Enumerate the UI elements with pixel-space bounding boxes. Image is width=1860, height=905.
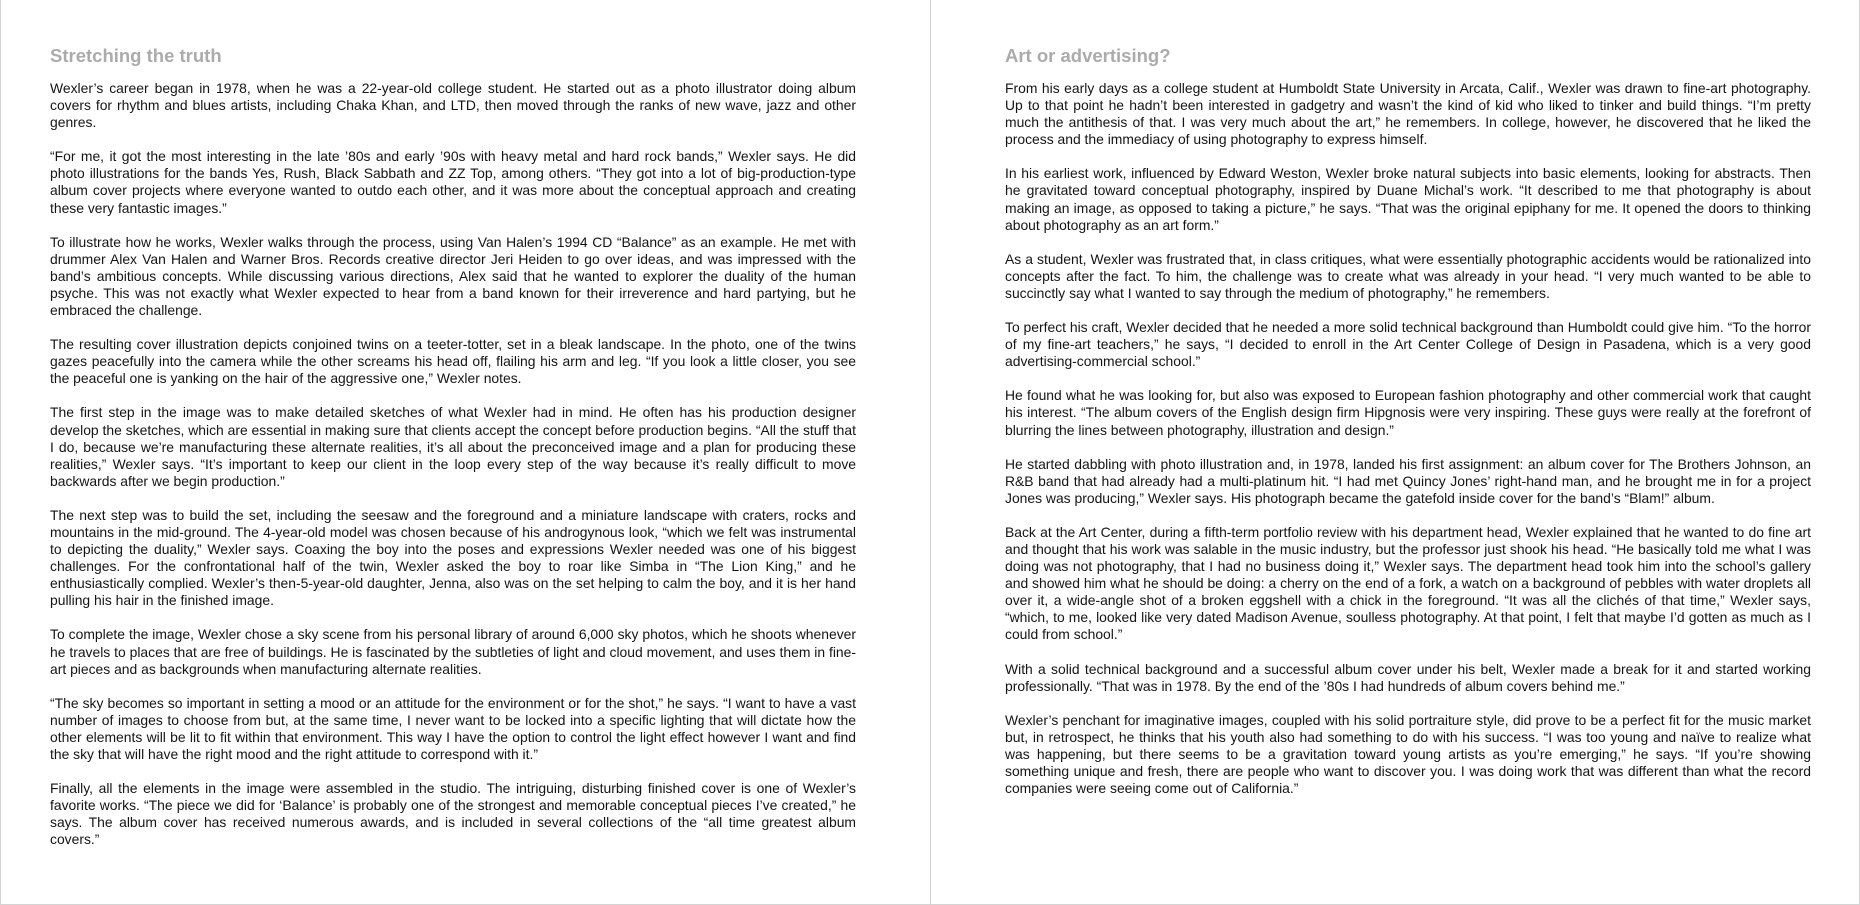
left-paragraph-7: To complete the image, Wexler chose a sky scene from his personal library of around 6,000 sky photos, which he shoots whenever he travels to places that are free of buildings. He is fascinated by the subtleties of light and cloud movement, and uses them in fine-art pieces and as backgrounds when manufacturing alternate realities. [50, 626, 856, 677]
left-paragraph-3: To illustrate how he works, Wexler walks through the process, using Van Halen’s 1994 CD “Balance” as an example. He met with drummer Alex Van Halen and Warner Bros. Records creative director Jeri Heiden to go over ideas, and was impressed with the band’s ambitious concepts. While discussing various directions, Alex said that he wanted to explorer the duality of the human psyche. This was not exactly what Wexler expected to hear from a band known for their irreverence and hard partying, but he embraced the challenge. [50, 233, 856, 319]
right-paragraph-4: To perfect his craft, Wexler decided that he needed a more solid technical background than Humboldt could give him. “To the horror of my fine-art teachers,” he says, “I decided to enroll in the Art Center College of Design in Pasadena, which is a very good advertising-commercial school.” [1005, 319, 1811, 370]
right-paragraph-6: He started dabbling with photo illustration and, in 1978, landed his first assignment: an album cover for The Brothers Johnson, an R&B band that had already had a multi-platinum hit. “I had met Quincy Jones’ right-hand man, and he brought me in for a project Jones was producing,” Wexler says. His photograph became the gatefold inside cover for the band’s “Blam!” album. [1005, 455, 1811, 506]
left-paragraph-5: The first step in the image was to make detailed sketches of what Wexler had in mind. He often has his production designer develop the sketches, which are essential in making sure that clients accept the concept before production begins. “All the stuff that I do, because we’re manufacturing these alternate realities, it’s all about the preconceived image and a plan for producing these realities,” Wexler says. “It’s important to keep our client in the loop every step of the way because it’s really difficult to move backwards after we begin production.” [50, 404, 856, 489]
right-page-heading: Art or advertising? [1005, 45, 1171, 66]
right-paragraph-7: Back at the Art Center, during a fifth-term portfolio review with his department head, Wexler explained that he wanted to do fine art and thought that his work was salable in the music industry, but the professor just shook his head. “He basically told me what I was doing was not photography, that I had no business doing it,” Wexler says. The department head took him into the school’s gallery and showed him what he should be doing: a cherry on the end of a fork, a watch on a background of pebbles with water droplets all over it, a wide-angle shot of a broken eggshell with a chick in the foreground. “It was all the clichés of that time,” Wexler says, “which, to me, looked like very dated Madison Avenue, soulless photography. At that point, I felt that maybe I’d gotten as much as I could from school.” [1005, 523, 1811, 643]
left-paragraph-9: Finally, all the elements in the image were assembled in the studio. The intriguing, disturbing finished cover is one of Wexler’s favorite works. “The piece we did for ‘Balance’ is probably one of the strongest and memorable conceptual pieces I’ve created,” he says. The album cover has received numerous awards, and is included in several collections of the “all time greatest album covers.” [50, 780, 856, 848]
right-page [1005, 44, 1811, 814]
right-paragraph-5: He found what he was looking for, but also was exposed to European fashion photography and other commercial work that caught his interest. “The album covers of the English design firm Hipgnosis were very inspiring. These guys were really at the forefront of blurring the lines between photography, illustration and design.” [1005, 387, 1811, 438]
left-page [50, 44, 856, 865]
left-paragraph-6: The next step was to build the set, including the seesaw and the foreground and a miniature landscape with craters, rocks and mountains in the mid-ground. The 4-year-old model was chosen because of his androgynous look, “which we felt was instrumental to depicting the duality,” Wexler says. Coaxing the boy into the poses and expressions Wexler needed was one of his biggest challenges. For the confrontational half of the twin, Wexler asked the boy to roar like Simba in “The Lion King,” and he enthusiastically complied. Wexler’s then-5-year-old daughter, Jenna, also was on the set helping to calm the boy, and it is her hand pulling his hair in the finished image. [50, 506, 856, 609]
right-paragraph-9: Wexler’s penchant for imaginative images, coupled with his solid portraiture style, did prove to be a perfect fit for the music market but, in retrospect, he thinks that his youth also had something to do with his success. “I was too young and naïve to realize what was happening, but there seems to be a gravitation toward young artists as you’re emerging,” he says. “If you’re showing something unique and fresh, there are people who want to discover you. I was doing work that was different than what the record companies were seeing come out of California.” [1005, 711, 1811, 797]
left-paragraph-8: “The sky becomes so important in setting a mood or an attitude for the environment or for the shot,” he says. “I want to have a vast number of images to choose from but, at the same time, I never want to be locked into a specific lighting that will dictate how the other elements will be lit to fit within that environment. This way I have the option to control the light effect however I want and find the sky that will have the right mood and the right attitude to correspond with it.” [50, 694, 856, 762]
page-gutter-divider [930, 0, 931, 905]
left-paragraph-1: Wexler’s career began in 1978, when he was a 22-year-old college student. He started out as a photo illustrator doing album covers for rhythm and blues artists, including Chaka Khan, and LTD, then moved through the ranks of new wave, jazz and other genres. [50, 80, 856, 131]
left-paragraph-4: The resulting cover illustration depicts conjoined twins on a teeter-totter, set in a bleak landscape. In the photo, one of the twins gazes peacefully into the camera while the other screams his head off, flailing his arm and leg. “If you look a little closer, you see the peaceful one is yanking on the hair of the aggressive one,” Wexler notes. [50, 336, 856, 387]
right-paragraph-8: With a solid technical background and a successful album cover under his belt, Wexler made a break for it and started working professionally. “That was in 1978. By the end of the ’80s I had hundreds of album covers behind me.” [1005, 660, 1811, 694]
left-paragraph-2: “For me, it got the most interesting in the late ’80s and early ’90s with heavy metal and hard rock bands,” Wexler says. He did photo illustrations for the bands Yes, Rush, Black Sabbath and ZZ Top, among others. “They got into a lot of big-production-type album cover projects where everyone wanted to outdo each other, and it was more about the conceptual approach and creating these very fantastic images.” [50, 148, 856, 216]
right-paragraph-1: From his early days as a college student at Humboldt State University in Arcata, Calif., Wexler was drawn to fine-art photography. Up to that point he hadn’t been interested in gadgetry and wasn’t the kind of kid who liked to tinker and build things. “I’m pretty much the antithesis of that. I was very much about the art,” he remembers. In college, however, he discovered that he liked the process and the immediacy of using photography to express himself. [1005, 80, 1811, 148]
right-paragraph-2: In his earliest work, influenced by Edward Weston, Wexler broke natural subjects into basic elements, looking for abstracts. Then he gravitated toward conceptual photography, inspired by Duane Michal’s work. “It described to me that photography is about making an image, as opposed to taking a picture,” he says. “That was the original epiphany for me. It opened the doors to thinking about photography as an art form.” [1005, 165, 1811, 233]
right-paragraph-3: As a student, Wexler was frustrated that, in class critiques, what were essentially photographic accidents would be rationalized into concepts after the fact. To him, the challenge was to create what was already in your head. “I very much wanted to be able to succinctly say what I wanted to say through the medium of photography,” he remembers. [1005, 250, 1811, 301]
left-page-heading: Stretching the truth [50, 45, 222, 66]
